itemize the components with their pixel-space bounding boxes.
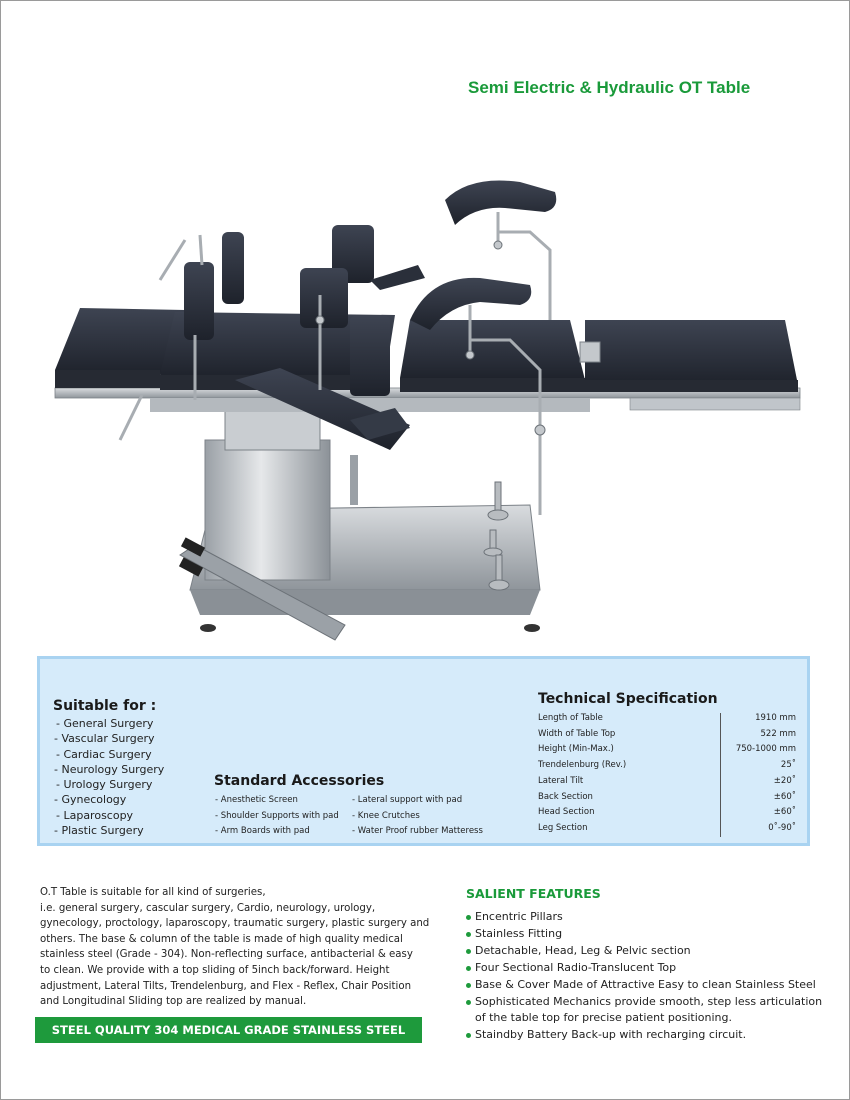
spec-value: 0˚-90˚ <box>768 823 796 833</box>
list-item: - Plastic Surgery <box>54 824 144 838</box>
spec-label: Trendelenburg (Rev.) <box>538 759 627 770</box>
list-item: - Gynecology <box>54 793 127 807</box>
spec-value: ±60˚ <box>773 792 796 802</box>
table-row <box>538 760 796 776</box>
accessories-heading: Standard Accessories <box>214 773 385 789</box>
description-line: stainless steel (Grade - 304). Non-reflecting surface, antibacterial & easy <box>40 949 413 961</box>
list-item: - Laparoscopy <box>56 808 134 822</box>
accessories-column-1 <box>215 793 339 840</box>
list-item: - Neurology Surgery <box>54 762 165 776</box>
list-item: - Lateral support with pad <box>352 795 463 805</box>
table-row <box>538 792 796 808</box>
description-line: and Longitudinal Sliding top are realized by manual. <box>40 996 307 1008</box>
table-row <box>538 823 796 839</box>
list-item: - Vascular Surgery <box>54 732 155 746</box>
list-item <box>466 977 836 994</box>
bullet-icon <box>466 983 471 988</box>
list-item: - Urology Surgery <box>56 778 153 792</box>
list-item: - Shoulder Supports with pad <box>215 810 339 821</box>
list-item: - Water Proof rubber Matteress <box>352 826 483 836</box>
description-line: gynecology, proctology, laparoscopy, traumatic surgery, plastic surgery and <box>40 918 430 930</box>
accessories-column-2 <box>352 793 483 840</box>
spec-value: 750-1000 mm <box>735 744 796 754</box>
spec-label: Leg Section <box>538 823 588 833</box>
spec-value: ±60˚ <box>773 807 796 817</box>
bullet-icon <box>466 1000 471 1005</box>
bullet-icon <box>466 1033 471 1038</box>
description-line: others. The base & column of the table is made of high quality medical <box>40 933 403 945</box>
description-line: O.T Table is suitable for all kind of surgeries, <box>40 887 266 898</box>
table-row <box>538 807 796 823</box>
suitable-for-heading: Suitable for : <box>53 698 157 714</box>
description-line: adjustment, Lateral Tilts, Trendelenburg, and Flex - Reflex, Chair Position <box>40 980 412 992</box>
ot-table-image <box>50 170 810 645</box>
spec-label: Length of Table <box>538 713 603 723</box>
feature-text: Encentric Pillars <box>475 910 563 923</box>
spec-label: Head Section <box>538 807 595 817</box>
spec-value: 522 mm <box>760 728 796 739</box>
table-row <box>538 744 796 760</box>
spec-value: ±20˚ <box>773 776 796 786</box>
list-item <box>466 994 836 1028</box>
bullet-icon <box>466 932 471 937</box>
feature-text: Base & Cover Made of Attractive Easy to clean Stainless Steel <box>475 977 816 991</box>
list-item: - Cardiac Surgery <box>56 747 152 761</box>
feature-text: Staindby Battery Back-up with recharging circuit. <box>475 1028 747 1042</box>
feature-text: Four Sectional Radio-Translucent Top <box>475 960 677 974</box>
spec-label: Back Section <box>538 792 593 802</box>
description-line: to clean. We provide with a top sliding of 5inch back/forward. Height <box>40 964 390 976</box>
bullet-icon <box>466 915 471 920</box>
bullet-icon <box>466 966 471 971</box>
description-line: i.e. general surgery, cascular surgery, Cardio, neurology, urology, <box>40 902 376 914</box>
list-item: - General Surgery <box>56 717 154 730</box>
list-item <box>466 926 836 943</box>
tech-spec-heading: Technical Specification <box>538 691 718 707</box>
feature-text: Stainless Fitting <box>475 926 563 940</box>
page-title: Semi Electric & Hydraulic OT Table <box>468 78 751 97</box>
list-item <box>466 1027 836 1044</box>
list-item <box>466 909 836 926</box>
list-item <box>466 943 836 960</box>
list-item: - Anesthetic Screen <box>215 795 298 805</box>
description-paragraph <box>40 885 430 1010</box>
table-row <box>538 729 796 745</box>
steel-quality-banner: STEEL QUALITY 304 MEDICAL GRADE STAINLESS STEEL <box>35 1017 422 1043</box>
feature-text: Sophisticated Mechanics provide smooth, step less articulation of the table top for precise patient positioning. <box>475 994 823 1025</box>
list-item: - Arm Boards with pad <box>215 826 310 836</box>
list-item <box>466 960 836 977</box>
salient-features-heading: SALIENT FEATURES <box>466 886 601 901</box>
table-row <box>538 776 796 792</box>
spec-label: Lateral Tilt <box>538 776 584 786</box>
spec-value: 25˚ <box>780 759 796 770</box>
suitable-for-list <box>54 716 164 838</box>
salient-features-list <box>466 909 836 1044</box>
spec-label: Height (Min-Max.) <box>538 744 614 754</box>
table-row <box>538 713 796 729</box>
spec-value: 1910 mm <box>755 713 796 723</box>
bullet-icon <box>466 949 471 954</box>
list-item: - Knee Crutches <box>352 810 420 821</box>
feature-text: Detachable, Head, Leg & Pelvic section <box>475 943 691 957</box>
spec-label: Width of Table Top <box>538 728 616 739</box>
